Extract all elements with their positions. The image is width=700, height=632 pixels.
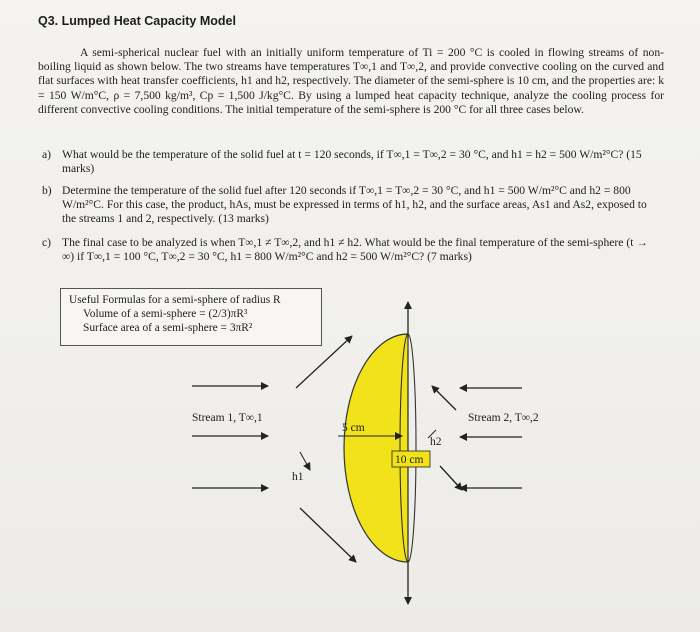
- stream2-label: Stream 2, T∞,2: [468, 412, 539, 424]
- page-title: Q3. Lumped Heat Capacity Model: [38, 14, 236, 28]
- question-c-label: c): [42, 236, 52, 249]
- h1-arrow: [300, 452, 310, 470]
- deflect-arrow-upper-right: [432, 386, 456, 410]
- stream1-label: Stream 1, T∞,1: [192, 412, 263, 424]
- diameter-label: 10 cm: [395, 454, 424, 466]
- formula-surface: Surface area of a semi-sphere = 3πR²: [83, 322, 253, 334]
- question-c-text: The final case to be analyzed is when T∞,1 ≠ T∞,2, and h1 ≠ h2. What would be the final temperature of the semi-sphere (t → ∞) if T∞,1 = 100 °C, T∞,2 = 30 °C, h1 = 800 W/m²°C and h2 = 500 W/m²°C? (7 marks): [62, 236, 648, 264]
- radius-label: 5 cm: [342, 422, 365, 434]
- semi-sphere: [344, 334, 408, 562]
- formula-volume: Volume of a semi-sphere = (2/3)πR³: [83, 308, 248, 320]
- deflect-arrow-upper-left: [296, 336, 352, 388]
- deflect-arrow-lower-left: [300, 508, 356, 562]
- intro-rest: non-boiling liquid as shown below. The two streams have temperatures T∞,1 and T∞,2, and provide convective cooling on the curved and flat surfaces with heat transfer coefficients, h1 and h2, respectively. The diameter of the semi-sphere is 10 cm, and the properties are: k = 150 W/m°C, ρ = 7,500 kg/m³, Cp = 1,500 J/kg°C. By using a lumped heat capacity technique, analyze the cooling process for different convective cooling conditions. The initial temperature of the semi-sphere is 200 °C for all three cases below.: [38, 46, 664, 116]
- question-b-text: Determine the temperature of the solid fuel after 120 seconds if T∞,1 = T∞,2 = 30 °C, and h1 = 500 W/m²°C and h2 = 800 W/m²°C. For this case, the product, hAs, must be expressed in terms of h1, h2, and the surface areas, As1 and As2, exposed to the streams 1 and 2, respectively. (13 marks): [62, 184, 647, 226]
- question-a-text: What would be the temperature of the solid fuel at t = 120 seconds, if T∞,1 = T∞,2 = 30 °C, and h1 = h2 = 500 W/m²°C? (15 marks): [62, 148, 642, 176]
- deflect-arrow-lower-right: [440, 466, 462, 490]
- intro-line-1: A semi-spherical nuclear fuel with an initially uniform temperature of Ti = 200 °C is cooled in flowing streams of: [80, 46, 639, 59]
- question-b-label: b): [42, 184, 52, 197]
- formulas-heading: Useful Formulas for a semi-sphere of radius R: [69, 294, 281, 306]
- h1-label: h1: [292, 471, 304, 483]
- question-a-label: a): [42, 148, 52, 161]
- h2-label: h2: [430, 436, 442, 448]
